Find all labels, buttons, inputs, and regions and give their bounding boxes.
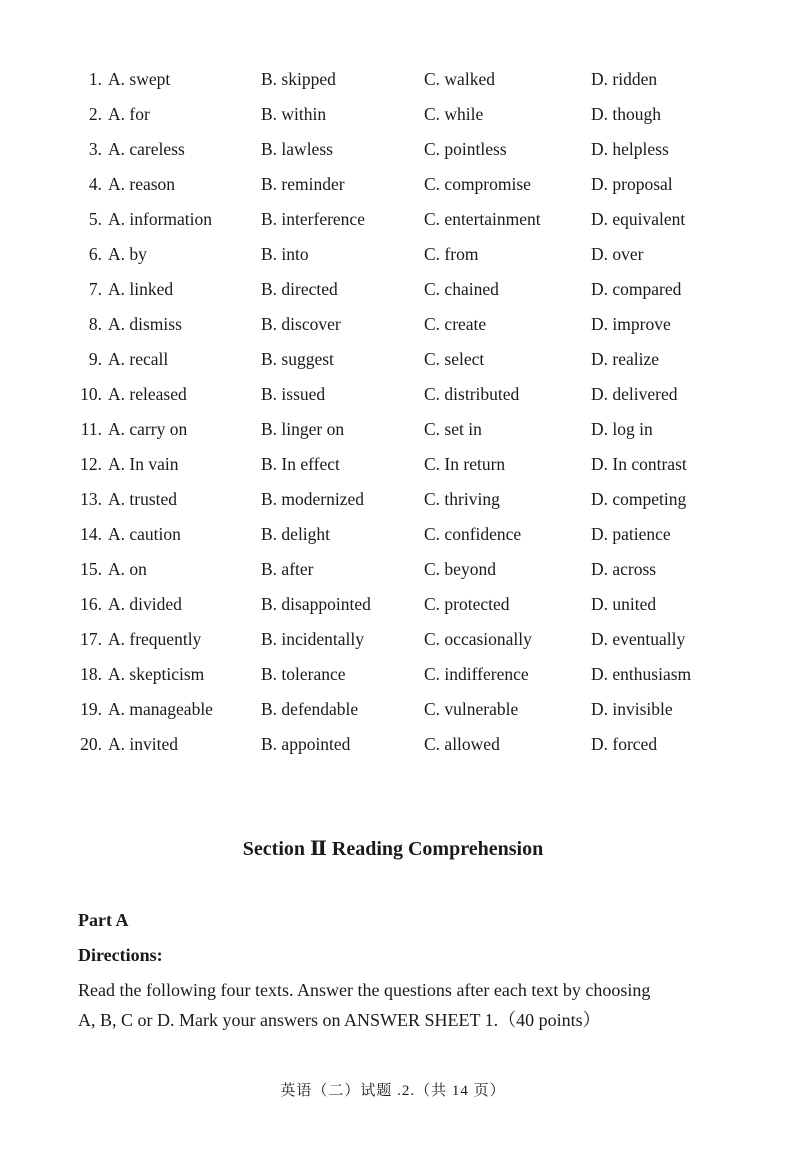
option-b: B. lawless [261,139,333,159]
question-number: 16. [80,594,102,614]
question-number: 13. [80,489,102,509]
option-b: B. defendable [261,699,359,719]
question-row [72,97,752,132]
option-a: A. divided [108,594,182,614]
option-d: D. united [591,594,657,614]
option-a: A. released [108,384,187,404]
option-a: A. on [108,559,147,579]
option-c: C. protected [424,594,510,614]
option-d: D. competing [591,489,687,509]
option-d: D. forced [591,734,658,754]
section-title: Section Ⅱ Reading Comprehension [242,838,544,860]
option-c: C. from [424,244,479,264]
option-c: C. allowed [424,734,500,754]
question-row [72,377,752,412]
option-b: B. suggest [261,349,334,369]
option-d: D. enthusiasm [591,664,692,684]
option-c: C. while [424,104,484,124]
question-row [72,62,752,97]
question-row [72,657,752,692]
option-b: B. disappointed [261,594,371,614]
question-number: 5. [88,209,102,229]
question-number: 4. [88,174,102,194]
question-row [72,342,752,377]
option-c: C. In return [424,454,506,474]
option-b: B. directed [261,279,338,299]
option-a: A. reason [108,174,176,194]
option-a: A. In vain [108,454,179,474]
question-number: 7. [88,279,102,299]
option-c: C. distributed [424,384,520,404]
option-d: D. compared [591,279,682,299]
option-d: D. eventually [591,629,686,649]
question-row [72,447,752,482]
option-b: B. after [261,559,314,579]
question-number: 2. [88,104,102,124]
option-b: B. discover [261,314,341,334]
question-row [72,412,752,447]
question-number: 11. [80,419,102,439]
option-c: C. pointless [424,139,507,159]
option-c: C. beyond [424,559,496,579]
question-row [72,587,752,622]
option-a: A. by [108,244,147,264]
option-a: A. invited [108,734,178,754]
option-a: A. frequently [108,629,202,649]
directions-label: Directions: [78,945,163,965]
question-row [72,307,752,342]
option-d: D. log in [591,419,653,439]
option-a: A. manageable [108,699,213,719]
question-number: 8. [88,314,102,334]
question-row [72,202,752,237]
question-number: 17. [80,629,102,649]
question-number: 19. [80,699,102,719]
option-d: D. ridden [591,69,658,89]
question-row [72,622,752,657]
option-c: C. thriving [424,489,500,509]
option-a: A. careless [108,139,185,159]
option-a: A. swept [108,69,171,89]
option-c: C. walked [424,69,495,89]
question-number: 3. [88,139,102,159]
option-c: C. create [424,314,487,334]
option-d: D. patience [591,524,671,544]
question-row [72,552,752,587]
question-row [72,167,752,202]
option-b: B. delight [261,524,331,544]
directions-line-1: Read the following four texts. Answer the questions after each text by choosing [78,980,651,1000]
option-b: B. incidentally [261,629,365,649]
question-number: 6. [88,244,102,264]
page-footer: 英语（二）试题 .2.（共 14 页） [280,1083,506,1099]
option-c: C. confidence [424,524,522,544]
part-heading: Part A [78,910,129,930]
option-a: A. information [108,209,213,229]
option-c: C. occasionally [424,629,532,649]
option-a: A. for [108,104,150,124]
option-a: A. carry on [108,419,188,439]
option-b: B. skipped [261,69,336,89]
option-b: B. interference [261,209,365,229]
question-row [72,272,752,307]
option-c: C. indifference [424,664,529,684]
option-b: B. within [261,104,327,124]
question-number: 15. [80,559,102,579]
option-d: D. realize [591,349,660,369]
option-d: D. though [591,104,661,124]
option-d: D. proposal [591,174,673,194]
option-d: D. In contrast [591,454,687,474]
option-b: B. tolerance [261,664,346,684]
option-a: A. dismiss [108,314,182,334]
option-b: B. issued [261,384,326,404]
option-a: A. recall [108,349,169,369]
option-c: C. compromise [424,174,531,194]
option-c: C. entertainment [424,209,541,229]
option-c: C. select [424,349,485,369]
option-c: C. set in [424,419,482,439]
option-d: D. equivalent [591,209,686,229]
option-d: D. improve [591,314,671,334]
option-d: D. across [591,559,657,579]
directions-text [78,975,718,1035]
option-a: A. linked [108,279,174,299]
option-d: D. delivered [591,384,678,404]
option-a: A. trusted [108,489,178,509]
option-d: D. over [591,244,644,264]
question-row [72,517,752,552]
question-row [72,132,752,167]
option-b: B. modernized [261,489,365,509]
question-number: 18. [80,664,102,684]
cloze-options-list [72,62,752,762]
question-row [72,727,752,762]
option-d: D. invisible [591,699,673,719]
question-number: 1. [88,69,102,89]
option-b: B. In effect [261,454,340,474]
option-b: B. appointed [261,734,351,754]
question-number: 14. [80,524,102,544]
question-row [72,692,752,727]
option-b: B. linger on [261,419,345,439]
option-b: B. reminder [261,174,345,194]
option-c: C. chained [424,279,499,299]
option-b: B. into [261,244,309,264]
question-number: 20. [80,734,102,754]
question-row [72,237,752,272]
directions-line-2: A, B, C or D. Mark your answers on ANSWER SHEET 1.（40 points） [78,1010,601,1030]
option-c: C. vulnerable [424,699,519,719]
question-number: 12. [80,454,102,474]
question-row [72,482,752,517]
option-d: D. helpless [591,139,669,159]
option-a: A. skepticism [108,664,205,684]
question-number: 9. [88,349,102,369]
option-a: A. caution [108,524,181,544]
question-number: 10. [80,384,102,404]
